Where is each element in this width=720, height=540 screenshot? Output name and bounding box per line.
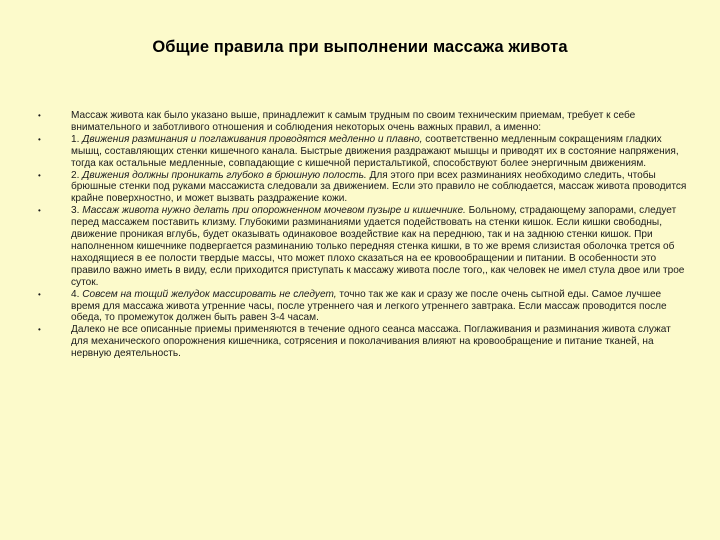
list-item	[38, 170, 688, 206]
bullet-list	[38, 110, 688, 360]
item-emphasis: Совсем на тощий желудок массировать не следует,	[82, 288, 337, 300]
bullet-icon: •	[38, 289, 41, 299]
item-text: Массаж живота как было указано выше, принадлежит к самым трудным по своим техническим приемам, требует к себе внимательного и заботливого отношения и соблюдения некоторых очень важных правил, а именно:	[71, 110, 636, 133]
list-item	[38, 110, 688, 134]
list-item	[38, 324, 688, 360]
bullet-icon: •	[38, 170, 41, 180]
item-text: 4.	[71, 288, 83, 300]
item-text-rest: точно так же как и сразу же после очень сытной еды. Самое лучшее время для массажа живота утренние часы, после утреннего чая и легкого утреннего завтрака. Если массаж проводится после обеда, то промежуток должен быть равен 3-4 часам.	[71, 288, 667, 324]
list-item	[38, 289, 688, 325]
item-emphasis: Массаж живота нужно делать при опорожненном мочевом пузыре и кишечнике.	[82, 205, 466, 217]
bullet-icon: •	[38, 206, 41, 216]
list-item	[38, 205, 688, 288]
item-emphasis: Движения должны проникать глубоко в брюшную полость.	[82, 169, 367, 181]
bullet-icon: •	[38, 111, 41, 120]
bullet-icon: •	[38, 134, 41, 144]
item-text-rest: Для этого при всех разминаниях необходимо следить, чтобы брюшные стенки под руками массажиста следовали за движением. Если это правило не соблюдается, массаж живота проводится крайне поверхностно, и может вызвать раздражение кожи.	[71, 169, 687, 205]
list-item	[38, 134, 688, 170]
item-text-rest: Больному, страдающему запорами, следует перед массажем поставить клизму. Глубокими разминаниями удается подействовать на стенки кишок. Если кишки свободны, движение проникая вглубь, будет оказывать одинаковое воздействие как на переднюю, так и на заднюю стенки кишок. При наполненном кишечнике подвергается разминанию только передняя стенка кишки, в то же время слизистая оболочка трется об находящиеся в ее полости твердые массы, что может плохо сказаться на ее кровообращении и питании. В особенности это правило важно иметь в виду, если приходится приступать к массажу живота после того,, как человек не имел стула двое или трое суток.	[71, 205, 685, 288]
item-text: 1.	[71, 133, 83, 145]
item-text: 3.	[71, 205, 83, 217]
bullet-icon: •	[38, 325, 41, 335]
slide-title: Общие правила при выполнении массажа живота	[152, 38, 568, 56]
item-emphasis: Движения разминания и поглаживания проводятся медленно и плавно,	[82, 133, 423, 145]
item-text: 2.	[71, 169, 83, 181]
item-text: Далеко не все описанные приемы применяются в течение одного сеанса массажа. Поглаживания и разминания живота служат для механического опорожнения кишечника, сотрясения и поколачивания влияют на кровообращение и питание тканей, на нервную деятельность.	[71, 324, 671, 360]
item-text-rest: соответственно медленным сокращениям гладких мышц, составляющих стенки кишечного канала. Быстрые движения раздражают мышцы и приводят их в состояние напряжения, тогда как остальные медленные, совпадающие с кишечной перистальтикой, способствуют более энергичным движениям.	[71, 133, 679, 169]
